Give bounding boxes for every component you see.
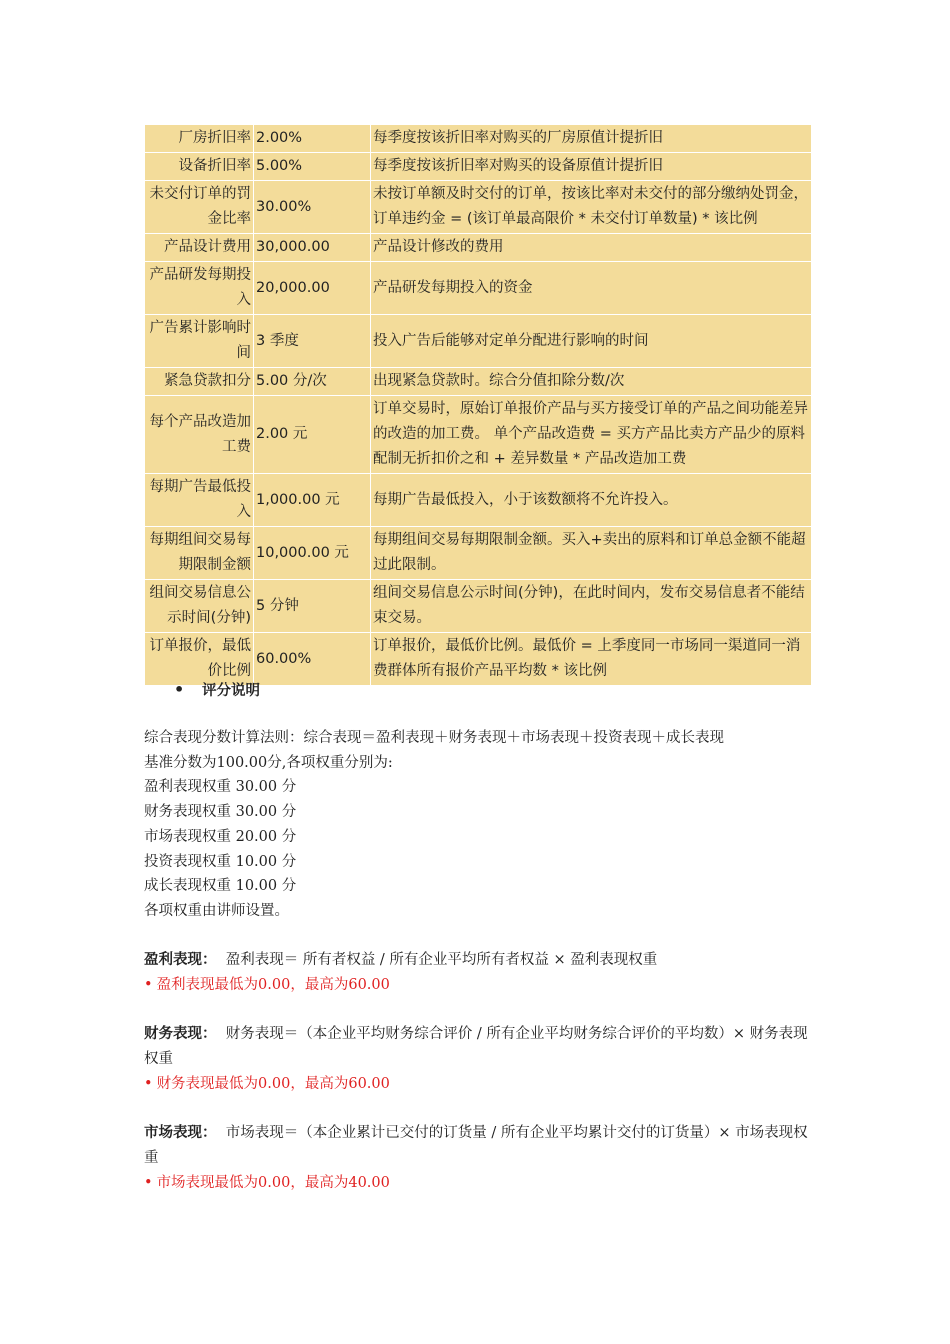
red-bullet-icon: • bbox=[144, 977, 153, 994]
table-row bbox=[145, 633, 812, 686]
param-value-cell: 5.00% bbox=[254, 153, 371, 181]
param-desc-cell: 产品设计修改的费用 bbox=[371, 234, 812, 262]
finance-range-text: 财务表现最低为0.00，最高为60.00 bbox=[156, 1075, 390, 1092]
param-value-cell: 2.00 元 bbox=[254, 396, 371, 474]
param-name-cell: 设备折旧率 bbox=[145, 153, 254, 181]
param-name-cell: 每期组间交易每期限制金额 bbox=[145, 527, 254, 580]
finance-section bbox=[144, 1022, 814, 1071]
market-formula: 市场表现＝（本企业累计已交付的订货量 / 所有企业平均累计交付的订货量）× 市场表现权重 bbox=[144, 1125, 808, 1166]
param-value-cell: 1,000.00 元 bbox=[254, 474, 371, 527]
weight-growth: 成长表现权重 10.00 分 bbox=[144, 878, 297, 895]
param-name-cell: 产品研发每期投入 bbox=[145, 262, 254, 315]
finance-range bbox=[144, 1072, 814, 1097]
weight-profit: 盈利表现权重 30.00 分 bbox=[144, 779, 297, 796]
market-range-text: 市场表现最低为0.00，最高为40.00 bbox=[156, 1174, 390, 1191]
profit-section bbox=[144, 948, 814, 973]
table-row bbox=[145, 474, 812, 527]
param-name-cell: 订单报价，最低价比例 bbox=[145, 633, 254, 686]
param-desc-cell: 产品研发每期投入的资金 bbox=[371, 262, 812, 315]
market-label: 市场表现： bbox=[144, 1125, 217, 1142]
param-value-cell: 20,000.00 bbox=[254, 262, 371, 315]
param-value-cell: 5.00 分/次 bbox=[254, 368, 371, 396]
param-value-cell: 10,000.00 元 bbox=[254, 527, 371, 580]
param-value-cell: 3 季度 bbox=[254, 315, 371, 368]
red-bullet-icon: • bbox=[144, 1174, 153, 1191]
weight-investment: 投资表现权重 10.00 分 bbox=[144, 853, 297, 870]
table-row bbox=[145, 234, 812, 262]
profit-label: 盈利表现： bbox=[144, 952, 217, 969]
param-name-cell: 产品设计费用 bbox=[145, 234, 254, 262]
table-row bbox=[145, 396, 812, 474]
table-row bbox=[145, 580, 812, 633]
table-row bbox=[145, 125, 812, 153]
scoring-heading bbox=[174, 679, 260, 702]
bullet-icon: • bbox=[174, 680, 185, 699]
param-desc-cell: 每期广告最低投入，小于该数额将不允许投入。 bbox=[371, 474, 812, 527]
param-value-cell: 5 分钟 bbox=[254, 580, 371, 633]
market-section bbox=[144, 1121, 814, 1170]
market-range bbox=[144, 1171, 814, 1196]
table-row bbox=[145, 262, 812, 315]
overall-formula: 综合表现分数计算法则：综合表现＝盈利表现＋财务表现＋市场表现＋投资表现＋成长表现 bbox=[144, 730, 724, 746]
param-desc-cell: 未按订单额及时交付的订单，按该比率对未交付的部分缴纳处罚金，订单违约金 = (该订单最高限价 * 未交付订单数量) * 该比例 bbox=[371, 181, 812, 234]
param-name-cell: 每个产品改造加工费 bbox=[145, 396, 254, 474]
table-row bbox=[145, 315, 812, 368]
param-desc-cell: 出现紧急贷款时。综合分值扣除分数/次 bbox=[371, 368, 812, 396]
profit-formula: 盈利表现＝ 所有者权益 / 所有企业平均所有者权益 × 盈利表现权重 bbox=[225, 952, 658, 969]
base-score-text: 基准分数为100.00分,各项权重分别为: bbox=[144, 754, 393, 771]
param-name-cell: 广告累计影响时间 bbox=[145, 315, 254, 368]
scoring-heading-text: 评分说明 bbox=[202, 683, 260, 699]
profit-range-text: 盈利表现最低为0.00，最高为60.00 bbox=[156, 977, 390, 994]
weight-finance: 财务表现权重 30.00 分 bbox=[144, 804, 297, 821]
param-desc-cell: 订单报价，最低价比例。最低价 = 上季度同一市场同一渠道同一消费群体所有报价产品平均数 * 该比例 bbox=[371, 633, 812, 686]
param-desc-cell: 每季度按该折旧率对购买的设备原值计提折旧 bbox=[371, 153, 812, 181]
param-name-cell: 紧急贷款扣分 bbox=[145, 368, 254, 396]
weight-note: 各项权重由讲师设置。 bbox=[144, 902, 289, 919]
param-value-cell: 60.00% bbox=[254, 633, 371, 686]
profit-range bbox=[144, 973, 814, 998]
param-value-cell: 30,000.00 bbox=[254, 234, 371, 262]
param-desc-cell: 投入广告后能够对定单分配进行影响的时间 bbox=[371, 315, 812, 368]
red-bullet-icon: • bbox=[144, 1075, 153, 1092]
param-value-cell: 2.00% bbox=[254, 125, 371, 153]
param-name-cell: 每期广告最低投入 bbox=[145, 474, 254, 527]
finance-label: 财务表现： bbox=[144, 1026, 217, 1043]
table-row bbox=[145, 527, 812, 580]
param-desc-cell: 订单交易时，原始订单报价产品与买方接受订单的产品之间功能差异的改造的加工费。 单个产品改造费 = 买方产品比卖方产品少的原料配制无折扣价之和 + 差异数量 * 产品改造加工费 bbox=[371, 396, 812, 474]
weight-market: 市场表现权重 20.00 分 bbox=[144, 828, 297, 845]
table-row bbox=[145, 368, 812, 396]
param-desc-cell: 每季度按该折旧率对购买的厂房原值计提折旧 bbox=[371, 125, 812, 153]
param-name-cell: 厂房折旧率 bbox=[145, 125, 254, 153]
param-desc-cell: 每期组间交易每期限制金额。买入+卖出的原料和订单总金额不能超过此限制。 bbox=[371, 527, 812, 580]
param-name-cell: 未交付订单的罚金比率 bbox=[145, 181, 254, 234]
param-value-cell: 30.00% bbox=[254, 181, 371, 234]
param-desc-cell: 组间交易信息公示时间(分钟)，在此时间内，发布交易信息者不能结束交易。 bbox=[371, 580, 812, 633]
scoring-body bbox=[144, 726, 814, 1195]
parameters-table bbox=[144, 124, 812, 686]
param-name-cell: 组间交易信息公示时间(分钟) bbox=[145, 580, 254, 633]
table-row bbox=[145, 153, 812, 181]
table-row bbox=[145, 181, 812, 234]
finance-formula: 财务表现＝（本企业平均财务综合评价 / 所有企业平均财务综合评价的平均数）× 财务表现权重 bbox=[144, 1026, 808, 1068]
